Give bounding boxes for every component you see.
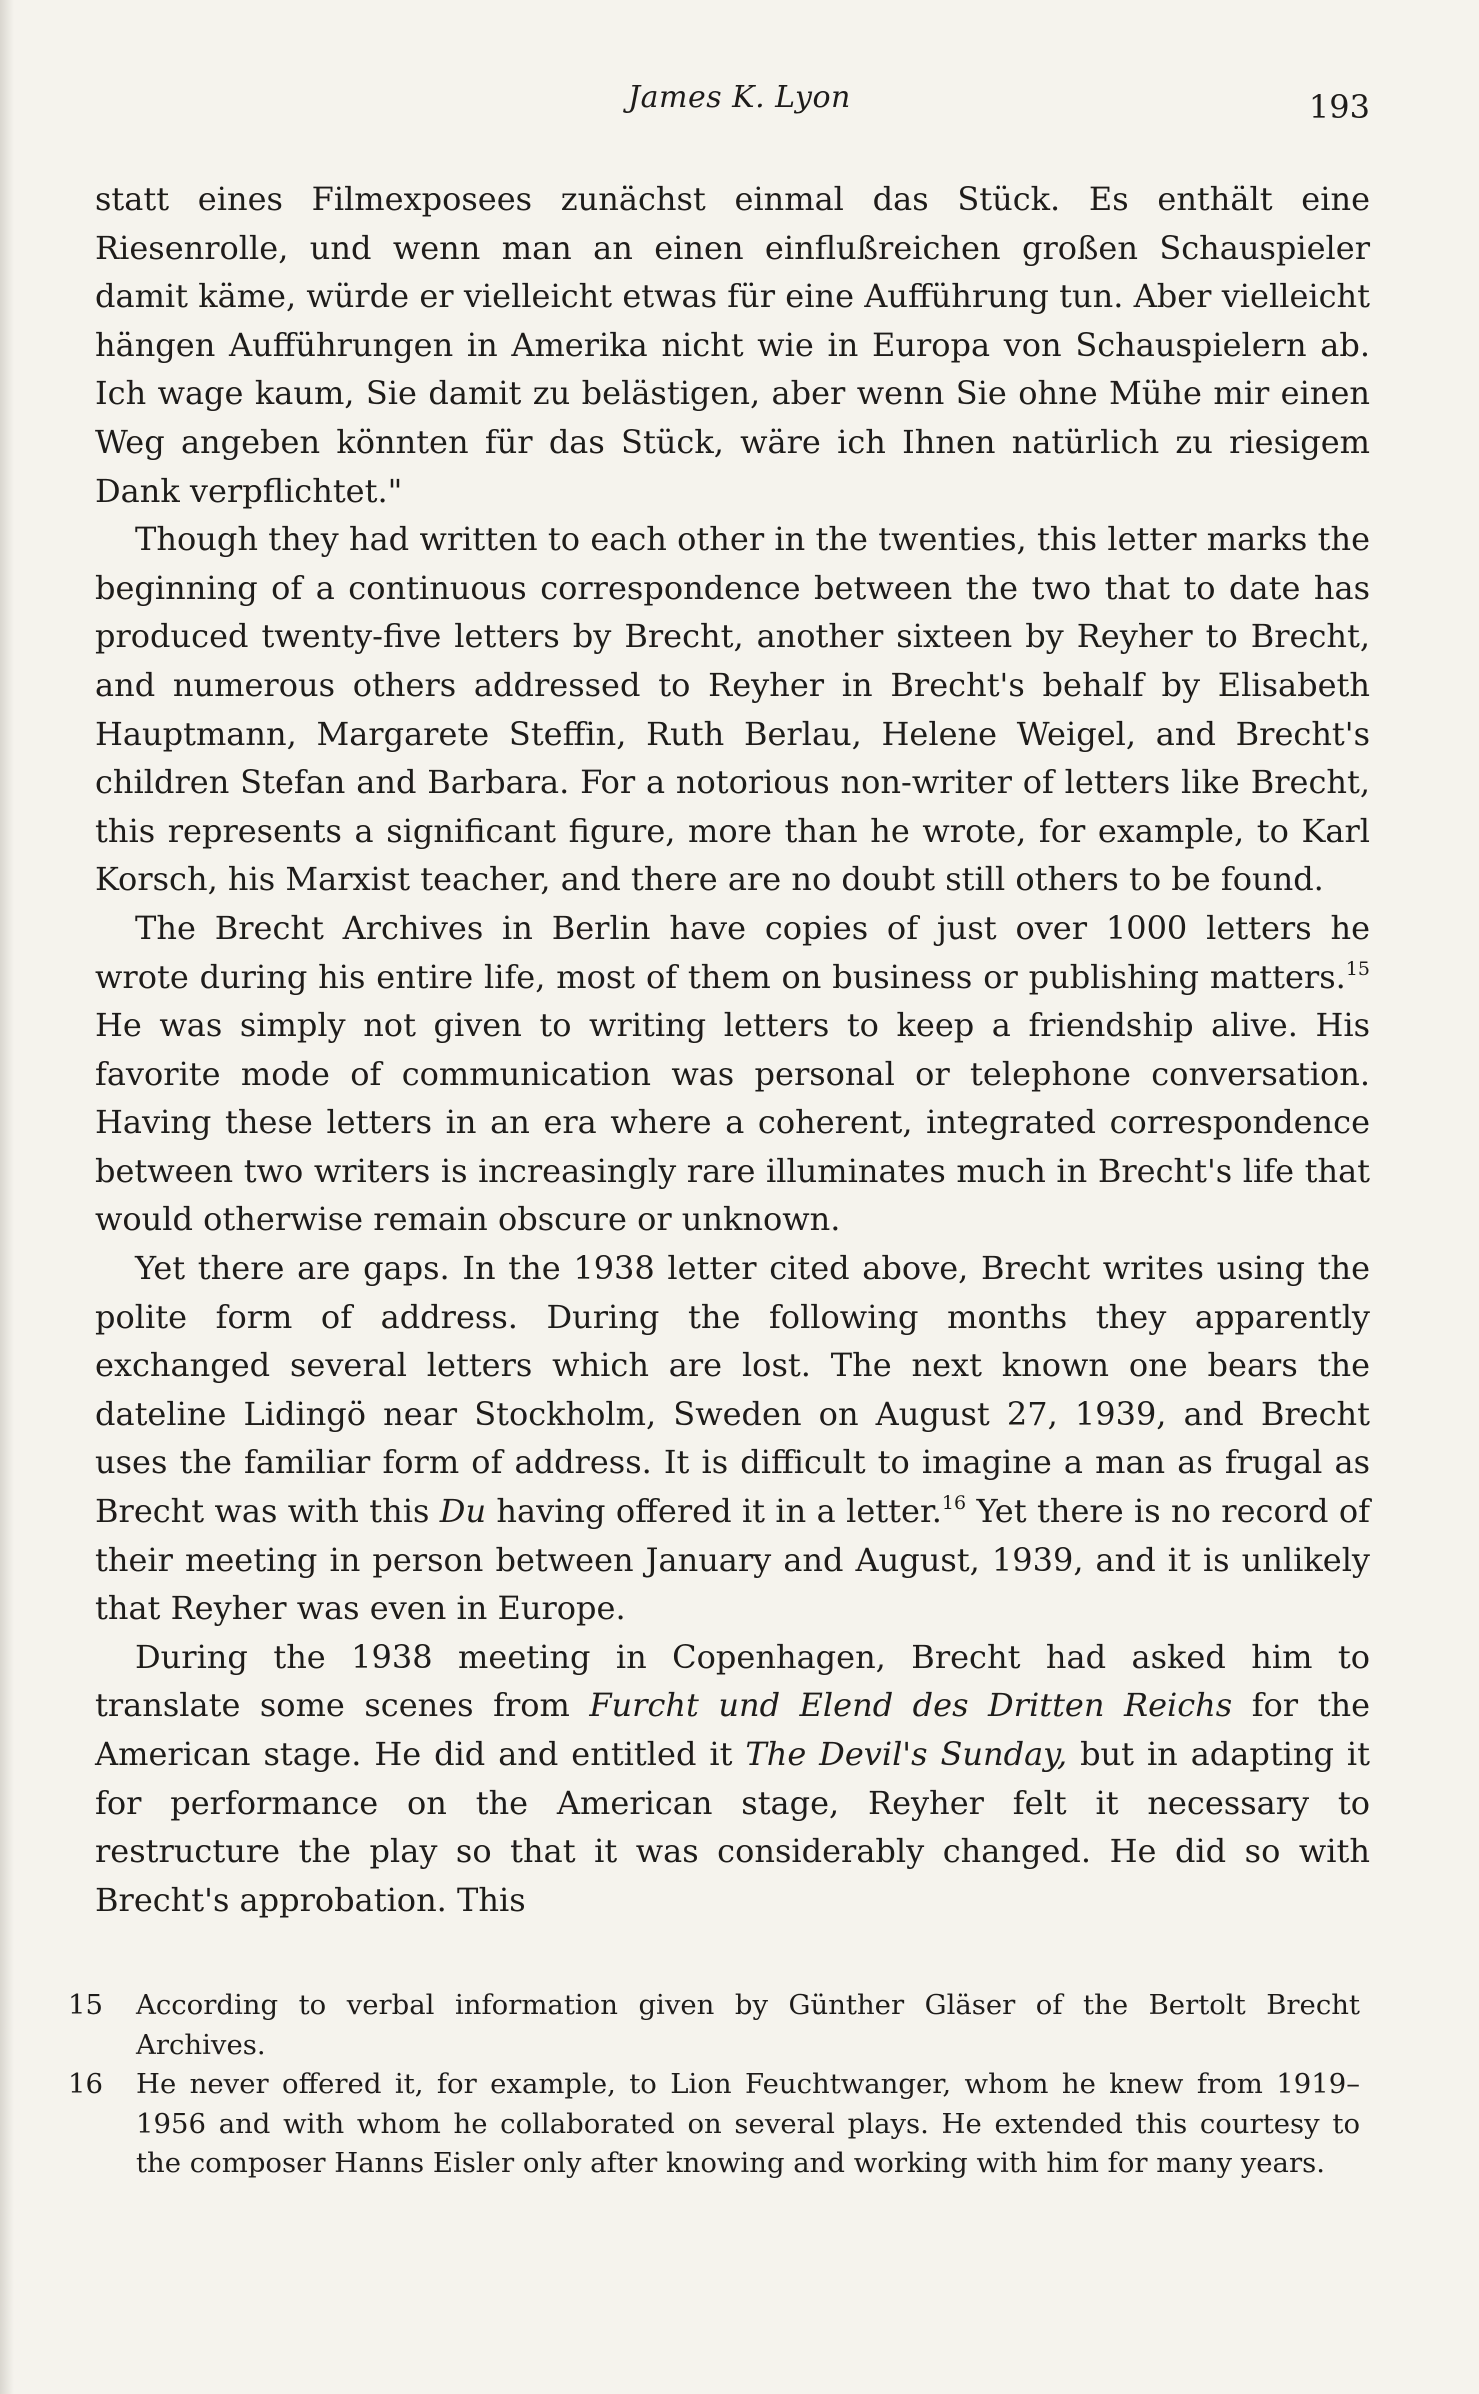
italic-text: Du	[439, 1492, 487, 1531]
text-run: Though they had written to each other in the twenties, this letter marks the beginning of a continuous correspondence between the two that to date has produced twenty-five letters by Brecht, another sixteen by Reyher to Brecht, and numerous others addressed to Reyher in Brecht's behalf by Elisabeth Hauptmann, Margarete Steffin, Ruth Berlau, Helene Weigel, and Brecht's children Stefan and Barbara. For a notorious non-writer of letters like Brecht, this represents a significant figure, more than he wrote, for example, to Karl Korsch, his Marxist teacher, and there are no doubt still others to be found.	[95, 520, 1370, 899]
footnote-reference-15[interactable]: 15	[1345, 957, 1370, 980]
running-header	[0, 80, 1479, 130]
text-run: Yet there is no record of their meeting in person between January and August, 1939, and it is unlikely that Reyher was even in Europe.	[95, 1492, 1370, 1628]
text-run: for the American stage. He did and entitled it	[95, 1686, 1370, 1773]
text-run: The Brecht Archives in Berlin have copies of just over 1000 letters he wrote during his entire life, most of them on business or publishing matters.	[95, 908, 1370, 996]
footnote-16	[68, 2065, 1360, 2184]
footnote-text: He never offered it, for example, to Lion Feuchtwanger, whom he knew from 1919–1956 and with whom he collaborated on several plays. He extended this courtesy to the composer Hanns Eisler only after knowing and working with him for many years.	[136, 2068, 1360, 2179]
paragraph	[95, 175, 1370, 515]
paragraph	[95, 515, 1370, 904]
footnote-number: 15	[68, 1989, 103, 2021]
italic-title: Furcht und Elend des Dritten Reichs	[589, 1686, 1233, 1725]
text-run: Yet there are gaps. In the 1938 letter cited above, Brecht writes using the polite form of address. During the following months they apparently exchanged several letters which are lost. The next known one bears the dateline Lidingö near Stockholm, Sweden on August 27, 1939, and Brecht uses the familiar form of address. It is difficult to imagine a man as frugal as Brecht was with this	[95, 1249, 1370, 1531]
paragraph	[95, 1633, 1370, 1925]
footnotes	[68, 1986, 1360, 2184]
text-run: but in adapting it for performance on the American stage, Reyher felt it necessary to restructure the play so that it was considerably changed. He did so with Brecht's approbation. This	[95, 1735, 1371, 1919]
text-run: He was simply not given to writing letters to keep a friendship alive. His favorite mode of communication was personal or telephone conversation. Having these letters in an era where a coherent, integrated correspondence between two writers is increasingly rare illuminates much in Brecht's life that would otherwise remain obscure or unknown.	[95, 1006, 1370, 1239]
body-text	[95, 175, 1370, 1924]
paragraph	[95, 904, 1370, 1244]
footnote-number: 16	[68, 2068, 103, 2100]
footnote-reference-16[interactable]: 16	[941, 1492, 967, 1515]
page-edge	[0, 0, 14, 2394]
paragraph	[95, 1244, 1370, 1633]
footnote-15	[68, 1986, 1360, 2065]
page-number: 193	[1308, 88, 1370, 126]
footnote-text: According to verbal information given by Günther Gläser of the Bertolt Brecht Archives.	[136, 1989, 1360, 2061]
text-run: having offered it in a letter.	[486, 1492, 942, 1531]
italic-title: The Devil's Sunday,	[745, 1735, 1068, 1773]
text-run: During the 1938 meeting in Copenhagen, Brecht had asked him to translate some scenes from	[95, 1637, 1370, 1725]
header-author: James K. Lyon	[628, 80, 851, 115]
text-run: statt eines Filmexposees zunächst einmal das Stück. Es enthält eine Riesenrolle, und wenn man an einen einflußreichen großen Schauspieler damit käme, würde er vielleicht etwas für eine Aufführung tun. Aber vielleicht hängen Aufführungen in Amerika nicht wie in Europa von Schauspielern ab. Ich wage kaum, Sie damit zu belästigen, aber wenn Sie ohne Mühe mir einen Weg angeben könnten für das Stück, wäre ich Ihnen natürlich zu riesigem Dank verpflichtet."	[95, 180, 1370, 510]
